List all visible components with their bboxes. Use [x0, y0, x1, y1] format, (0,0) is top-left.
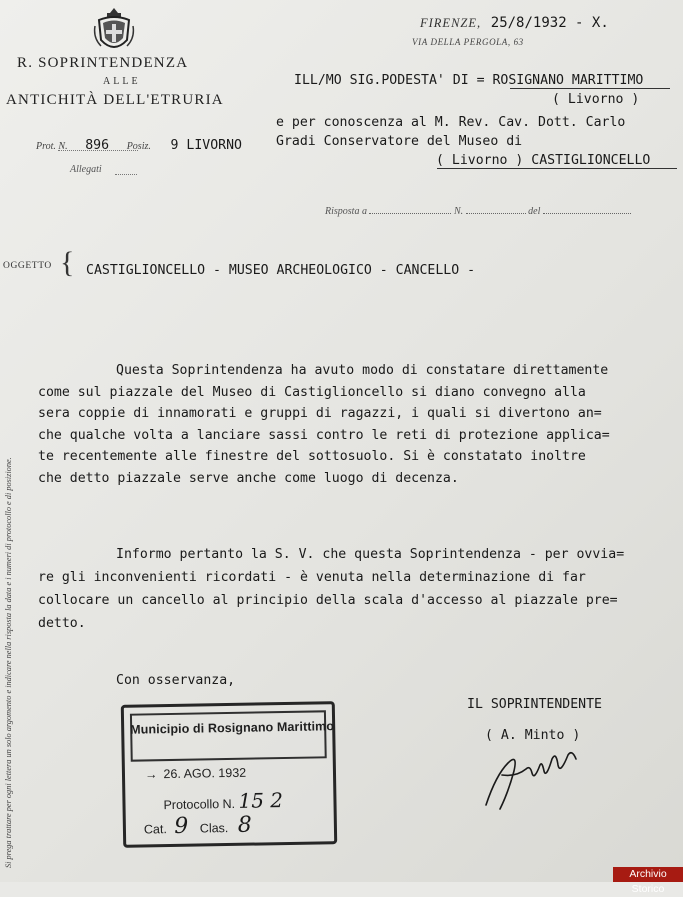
recipient-line2: ( Livorno ): [552, 92, 640, 107]
archive-badge: Archivio Storico: [613, 867, 683, 882]
side-instruction-note: Si prega trattare per ogni lettera un solo argomento e indicare nella risposta la data e i numeri di protocollo e di posizione.: [4, 457, 13, 868]
office-address: VIA DELLA PERGOLA, 63: [412, 37, 524, 47]
signatory-title: IL SOPRINTENDENTE: [467, 697, 602, 712]
body-p1-line: sera coppie di innamorati e gruppi di ragazzi, i quali si divertono an=: [38, 406, 602, 422]
stamp-protocol-row: [163, 788, 283, 814]
stamp-protocol-value: 15 2: [238, 788, 284, 813]
prot-dotted-rule: [58, 150, 138, 151]
body-p1-line: te recentemente alle finestre del sottosuolo. Si è constatato inoltre: [38, 449, 586, 465]
subject-text: CASTIGLIONCELLO - MUSEO ARCHEOLOGICO - CANCELLO -: [86, 263, 476, 278]
recipient-line3: e per conoscenza al M. Rev. Cav. Dott. Carlo: [276, 115, 626, 130]
stamp-cat-value: 9: [174, 813, 189, 839]
stamp-protocol-label: Protocollo N.: [163, 796, 236, 813]
allegati-dotted-rule: [115, 174, 137, 175]
recipient-line5: ( Livorno ) CASTIGLIONCELLO: [436, 153, 651, 168]
reply-n-dotted: [466, 213, 526, 214]
body-p1-line: che qualche volta a lanciare sassi contro le reti di protezione applica=: [38, 427, 610, 443]
risposta-dotted: [369, 213, 451, 214]
org-name-line3: ANTICHITÀ DELL'ETRURIA: [6, 92, 224, 108]
royal-crest-icon: [93, 6, 135, 56]
closing-salutation: Con osservanza,: [116, 673, 236, 688]
recipient-line4: Gradi Conservatore del Museo di: [276, 134, 523, 149]
body-p2-line: detto.: [38, 616, 86, 631]
org-name-line2: ALLE: [103, 76, 141, 87]
municipal-receipt-stamp: [121, 701, 337, 848]
body-paragraph-2: [38, 543, 624, 635]
stamp-date-row: → 26. AGO. 1932: [144, 765, 247, 782]
handwritten-signature: [478, 735, 588, 815]
posiz-label: Posiz.: [126, 141, 151, 152]
city-label: FIRENZE,: [420, 16, 482, 30]
prot-number: 896: [85, 138, 110, 153]
stamp-clas-value: 8: [237, 812, 252, 838]
stamp-clas-label: Clas.: [199, 821, 229, 836]
stamp-date: 26. AGO. 1932: [163, 765, 247, 782]
stamp-cat-label: Cat.: [143, 822, 168, 837]
reply-del-label: del: [528, 206, 541, 217]
posiz-value: 9 LIVORNO: [170, 138, 242, 153]
reply-n-label: N.: [453, 206, 464, 217]
body-p2-line: collocare un cancello al principio della scala d'accesso al piazzale pre=: [38, 593, 618, 608]
signatory-name: ( A. Minto ): [485, 728, 581, 743]
subject-label: OGGETTO: [3, 261, 52, 271]
recipient-line1: ILL/MO SIG.PODESTA' DI = ROSIGNANO MARITTIMO: [294, 73, 644, 88]
recipient-underline: [510, 88, 670, 89]
org-name-line1: R. SOPRINTENDENZA: [17, 55, 189, 71]
reply-reference: [325, 206, 631, 217]
prot-label: Prot. N.: [36, 141, 68, 152]
body-p1-line: come sul piazzale del Museo di Castiglioncello si diano convegno alla: [38, 384, 586, 400]
body-p2-line: Informo pertanto la S. V. che questa Soprintendenza - per ovvia=: [116, 547, 625, 562]
stamp-title: Municipio di Rosignano Marittimo: [130, 719, 335, 737]
allegati-label: Allegati: [70, 164, 102, 175]
subject-brace: {: [60, 246, 75, 279]
letter-date: 25/8/1932 - X.: [490, 15, 609, 31]
date-line: [420, 12, 609, 31]
body-p1-line: Questa Soprintendenza ha avuto modo di constatare direttamente: [116, 363, 609, 378]
stamp-category-row: [144, 813, 252, 840]
body-p2-line: re gli inconvenienti ricordati - è venuta nella determinazione di far: [38, 570, 586, 585]
body-paragraph-1: [38, 360, 610, 490]
body-p1-line: che detto piazzale serve anche come luogo di decenza.: [38, 470, 459, 486]
risposta-label: Risposta a: [325, 206, 367, 217]
recipient-line5-underline: [437, 168, 677, 169]
reply-del-dotted: [543, 213, 631, 214]
